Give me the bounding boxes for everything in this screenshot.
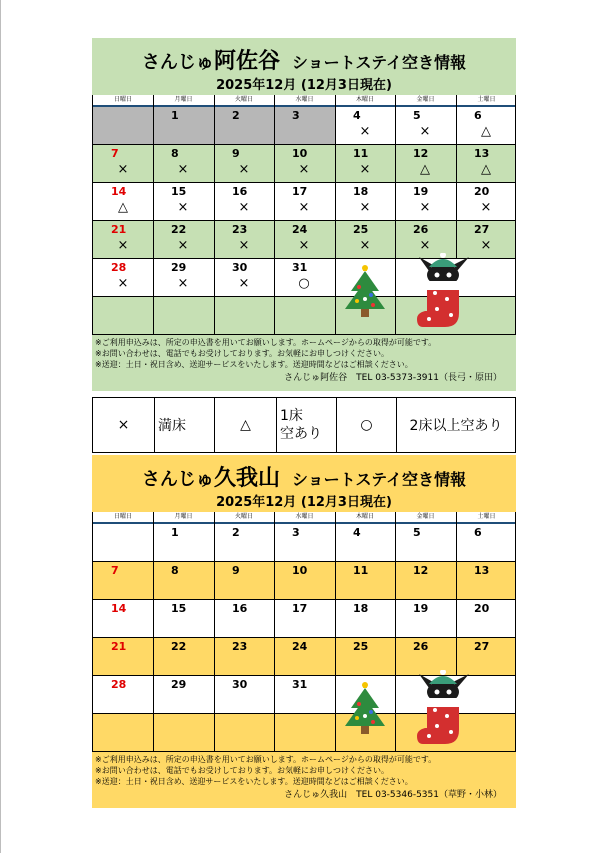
asagaya-col-divider bbox=[214, 95, 215, 335]
kugayama-weekday-0: 日曜日 bbox=[113, 513, 132, 520]
asagaya-availability-mark: × bbox=[177, 162, 189, 177]
kugayama-day-number: 12 bbox=[413, 564, 429, 577]
christmas-tree-icon bbox=[339, 263, 391, 325]
kugayama-col-divider bbox=[456, 512, 457, 676]
asagaya-availability-mark: × bbox=[238, 162, 250, 177]
asagaya-day-number: 29 bbox=[171, 261, 187, 274]
asagaya-availability-mark: × bbox=[480, 238, 492, 253]
asagaya-availability-mark: × bbox=[419, 124, 431, 139]
kugayama-day-number: 27 bbox=[474, 640, 490, 653]
asagaya-day-number: 17 bbox=[292, 185, 308, 198]
asagaya-day-number: 12 bbox=[413, 147, 429, 160]
kugayama-col-divider bbox=[335, 512, 336, 752]
legend-table bbox=[92, 397, 516, 453]
asagaya-row-divider bbox=[93, 220, 515, 221]
asagaya-weekday-1: 月曜日 bbox=[174, 96, 193, 103]
asagaya-col-divider bbox=[395, 95, 396, 335]
kugayama-note-1: ※ご利用申込みは、所定の申込書を用いてお願いします。ホームページからの取得が可能です。 bbox=[95, 755, 437, 764]
christmas-tree-icon bbox=[339, 680, 391, 742]
asagaya-day-number: 8 bbox=[171, 147, 179, 160]
kugayama-day-number: 8 bbox=[171, 564, 179, 577]
asagaya-weekday-2: 火曜日 bbox=[234, 96, 253, 103]
asagaya-day-number: 21 bbox=[111, 223, 127, 236]
legend-full-label: 満床 bbox=[155, 398, 215, 452]
asagaya-availability-mark: × bbox=[359, 238, 371, 253]
stocking-with-black-rabbit-icon bbox=[415, 670, 477, 752]
legend-one-label bbox=[277, 398, 337, 452]
asagaya-col-divider bbox=[153, 95, 154, 335]
asagaya-day-number: 19 bbox=[413, 185, 429, 198]
asagaya-availability-mark: × bbox=[419, 238, 431, 253]
asagaya-weekday-4: 木曜日 bbox=[355, 96, 374, 103]
asagaya-availability-mark: △ bbox=[118, 200, 128, 215]
asagaya-day-number: 23 bbox=[232, 223, 248, 236]
asagaya-availability-mark: × bbox=[298, 238, 310, 253]
asagaya-title bbox=[92, 44, 516, 75]
asagaya-day-number: 22 bbox=[171, 223, 187, 236]
asagaya-day-number: 15 bbox=[171, 185, 187, 198]
asagaya-availability-mark: × bbox=[298, 200, 310, 215]
asagaya-availability-mark: × bbox=[359, 124, 371, 139]
asagaya-day-number: 1 bbox=[171, 109, 179, 122]
asagaya-day-number: 14 bbox=[111, 185, 127, 198]
kugayama-day-number: 20 bbox=[474, 602, 490, 615]
asagaya-day-number: 31 bbox=[292, 261, 308, 274]
kugayama-day-number: 6 bbox=[474, 526, 482, 539]
asagaya-day-number: 2 bbox=[232, 109, 240, 122]
asagaya-availability-mark: ○ bbox=[298, 276, 310, 291]
kugayama-row-divider bbox=[93, 599, 515, 600]
legend-two-label: 2床以上空あり bbox=[409, 418, 503, 434]
asagaya-day-number: 18 bbox=[353, 185, 369, 198]
asagaya-col-divider bbox=[456, 95, 457, 259]
asagaya-day-number: 25 bbox=[353, 223, 369, 236]
kugayama-day-number: 7 bbox=[111, 564, 119, 577]
kugayama-title-name: 久我山 bbox=[213, 466, 280, 491]
kugayama-day-number: 26 bbox=[413, 640, 429, 653]
asagaya-day-number: 13 bbox=[474, 147, 490, 160]
asagaya-availability-mark: × bbox=[419, 200, 431, 215]
asagaya-day-number: 11 bbox=[353, 147, 369, 160]
kugayama-col-divider bbox=[395, 512, 396, 752]
kugayama-day-number: 15 bbox=[171, 602, 187, 615]
kugayama-day-number: 9 bbox=[232, 564, 240, 577]
asagaya-contact: さんじゅ阿佐谷 TEL 03-5373-3911（長弓・原田） bbox=[284, 373, 502, 383]
kugayama-notes bbox=[92, 752, 516, 808]
asagaya-day-number: 7 bbox=[111, 147, 119, 160]
asagaya-day-number: 27 bbox=[474, 223, 490, 236]
kugayama-day-number: 28 bbox=[111, 678, 127, 691]
kugayama-weekday-3: 水曜日 bbox=[295, 513, 314, 520]
asagaya-col-divider bbox=[274, 95, 275, 335]
asagaya-day-number: 3 bbox=[292, 109, 300, 122]
asagaya-section bbox=[92, 38, 516, 391]
kugayama-weekday-1: 月曜日 bbox=[174, 513, 193, 520]
page-left-edge bbox=[0, 0, 1, 853]
asagaya-title-name: 阿佐谷 bbox=[213, 49, 280, 74]
kugayama-calendar bbox=[92, 512, 516, 752]
asagaya-weekday-5: 金曜日 bbox=[416, 96, 435, 103]
kugayama-day-number: 22 bbox=[171, 640, 187, 653]
kugayama-row-divider bbox=[93, 637, 515, 638]
asagaya-day-number: 6 bbox=[474, 109, 482, 122]
kugayama-note-3: ※送迎：土日・祝日含め、送迎サービスをいたします。送迎時間などはご相談ください。 bbox=[95, 777, 413, 786]
stocking-with-black-rabbit-icon bbox=[415, 253, 477, 335]
asagaya-col-divider bbox=[335, 95, 336, 335]
kugayama-day-number: 5 bbox=[413, 526, 421, 539]
asagaya-notes bbox=[92, 335, 516, 391]
kugayama-col-divider bbox=[274, 512, 275, 752]
kugayama-col-divider bbox=[153, 512, 154, 752]
kugayama-col-divider bbox=[214, 512, 215, 752]
kugayama-day-number: 17 bbox=[292, 602, 308, 615]
kugayama-subtitle: 2025年12月 (12月3日現在) bbox=[216, 495, 392, 510]
asagaya-availability-mark: × bbox=[177, 200, 189, 215]
kugayama-note-2: ※お問い合わせは、電話でもお受けしております。お気軽にお申しつけください。 bbox=[95, 766, 390, 775]
asagaya-availability-mark: × bbox=[117, 162, 129, 177]
kugayama-day-number: 29 bbox=[171, 678, 187, 691]
asagaya-availability-mark: △ bbox=[481, 162, 491, 177]
asagaya-subtitle: 2025年12月 (12月3日現在) bbox=[216, 78, 392, 93]
asagaya-note-2: ※お問い合わせは、電話でもお受けしております。お気軽にお申しつけください。 bbox=[95, 349, 390, 358]
asagaya-row-divider bbox=[93, 182, 515, 183]
asagaya-day-number: 5 bbox=[413, 109, 421, 122]
asagaya-note-1: ※ご利用申込みは、所定の申込書を用いてお願いします。ホームページからの取得が可能です。 bbox=[95, 338, 437, 347]
kugayama-week-row bbox=[93, 524, 515, 562]
kugayama-day-number: 11 bbox=[353, 564, 369, 577]
kugayama-title-suffix: ショートステイ空き情報 bbox=[291, 470, 467, 489]
kugayama-weekday-header bbox=[93, 512, 515, 524]
asagaya-title-prefix: さんじゅ bbox=[141, 52, 214, 73]
asagaya-availability-mark: × bbox=[117, 276, 129, 291]
asagaya-weekday-header bbox=[93, 95, 515, 107]
kugayama-day-number: 10 bbox=[292, 564, 308, 577]
asagaya-availability-mark: × bbox=[238, 276, 250, 291]
kugayama-section bbox=[92, 455, 516, 808]
asagaya-day-number: 24 bbox=[292, 223, 308, 236]
asagaya-availability-mark: △ bbox=[481, 124, 491, 139]
kugayama-weekday-6: 土曜日 bbox=[477, 513, 496, 520]
asagaya-day-number: 16 bbox=[232, 185, 248, 198]
kugayama-title bbox=[92, 461, 516, 492]
kugayama-day-number: 16 bbox=[232, 602, 248, 615]
kugayama-day-number: 18 bbox=[353, 602, 369, 615]
asagaya-availability-mark: × bbox=[238, 238, 250, 253]
kugayama-contact: さんじゅ久我山 TEL 03-5346-5351（草野・小林） bbox=[284, 790, 502, 800]
kugayama-day-number: 2 bbox=[232, 526, 240, 539]
asagaya-availability-mark: × bbox=[298, 162, 310, 177]
asagaya-weekday-3: 水曜日 bbox=[295, 96, 314, 103]
legend-one-symbol: △ bbox=[215, 398, 277, 452]
asagaya-day-number: 30 bbox=[232, 261, 248, 274]
kugayama-day-number: 23 bbox=[232, 640, 248, 653]
kugayama-title-bar bbox=[92, 455, 516, 512]
kugayama-weekday-4: 木曜日 bbox=[355, 513, 374, 520]
asagaya-availability-mark: × bbox=[359, 200, 371, 215]
asagaya-day-number: 28 bbox=[111, 261, 127, 274]
legend-two-symbol: ○ bbox=[337, 398, 397, 452]
asagaya-availability-mark: △ bbox=[420, 162, 430, 177]
kugayama-day-number: 13 bbox=[474, 564, 490, 577]
legend-one-label-line1: 1床 bbox=[280, 408, 303, 424]
asagaya-day-number: 4 bbox=[353, 109, 361, 122]
kugayama-day-number: 14 bbox=[111, 602, 127, 615]
asagaya-availability-mark: × bbox=[359, 162, 371, 177]
legend-full-symbol: × bbox=[93, 398, 155, 452]
asagaya-availability-mark: × bbox=[480, 200, 492, 215]
asagaya-availability-mark: × bbox=[177, 238, 189, 253]
asagaya-title-bar bbox=[92, 38, 516, 95]
asagaya-availability-mark: × bbox=[238, 200, 250, 215]
asagaya-day-number: 20 bbox=[474, 185, 490, 198]
legend-one-label-line2: 空あり bbox=[280, 426, 322, 442]
kugayama-day-number: 4 bbox=[353, 526, 361, 539]
kugayama-day-number: 25 bbox=[353, 640, 369, 653]
asagaya-day-number: 26 bbox=[413, 223, 429, 236]
kugayama-day-number: 30 bbox=[232, 678, 248, 691]
kugayama-day-number: 31 bbox=[292, 678, 308, 691]
kugayama-weekday-2: 火曜日 bbox=[234, 513, 253, 520]
asagaya-calendar bbox=[92, 95, 516, 335]
asagaya-weekday-6: 土曜日 bbox=[477, 96, 496, 103]
kugayama-day-number: 19 bbox=[413, 602, 429, 615]
asagaya-note-3: ※送迎：土日・祝日含め、送迎サービスをいたします。送迎時間などはご相談ください。 bbox=[95, 360, 413, 369]
kugayama-weekday-5: 金曜日 bbox=[416, 513, 435, 520]
asagaya-availability-mark: × bbox=[177, 276, 189, 291]
asagaya-title-suffix: ショートステイ空き情報 bbox=[291, 53, 467, 72]
kugayama-day-number: 24 bbox=[292, 640, 308, 653]
asagaya-row-divider bbox=[93, 144, 515, 145]
kugayama-day-number: 1 bbox=[171, 526, 179, 539]
kugayama-title-prefix: さんじゅ bbox=[141, 469, 214, 490]
asagaya-availability-mark: × bbox=[117, 238, 129, 253]
asagaya-weekday-0: 日曜日 bbox=[113, 96, 132, 103]
kugayama-row-divider bbox=[93, 561, 515, 562]
kugayama-day-number: 3 bbox=[292, 526, 300, 539]
asagaya-day-number: 9 bbox=[232, 147, 240, 160]
asagaya-day-number: 10 bbox=[292, 147, 308, 160]
kugayama-day-number: 21 bbox=[111, 640, 127, 653]
